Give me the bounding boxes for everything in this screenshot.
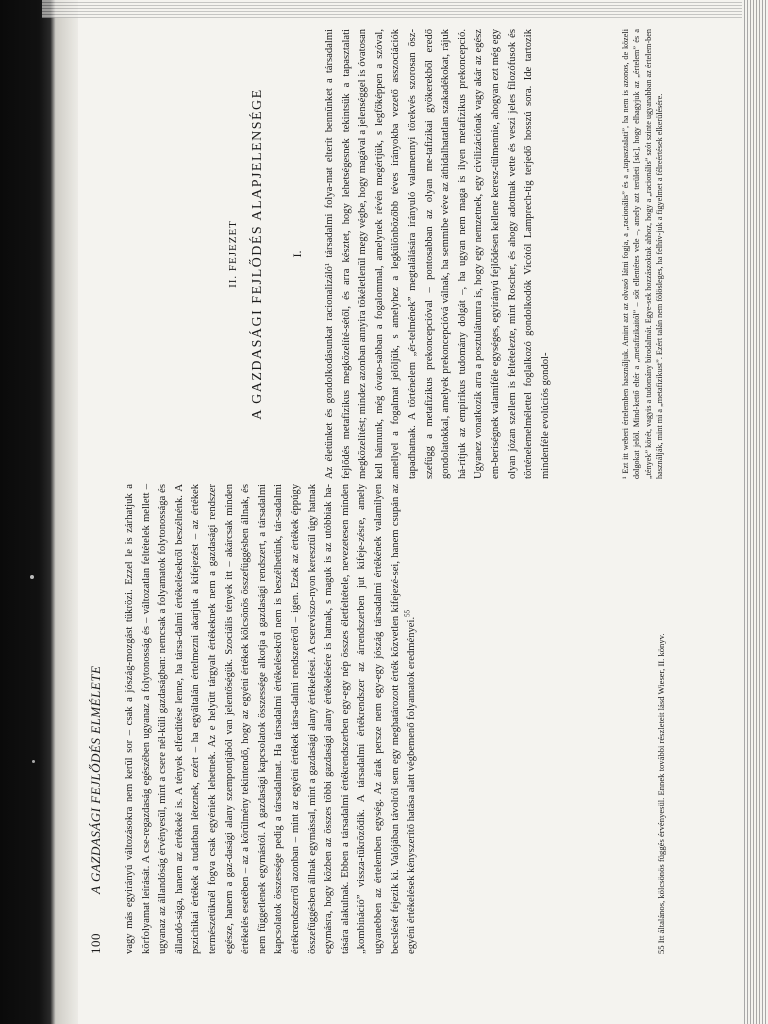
footnote-reference: 55 — [403, 609, 412, 617]
section-numeral: I. — [290, 250, 304, 258]
left-body-text — [122, 484, 421, 954]
right-body-text: Az életünket és gondolkodásunkat racionalizáló¹ társadalmi folya-mat elterít bennünket a társadalmi fejlődés metafizikus megközelíté-sétől, és arra késztet, hogy lehetségesnek tekintsük a tapasztalati megközelítést; mindez azonban annyira tökéletlenül megy végbe, hogy magával a jelenséggel is óvatosan kell bánnunk, még óvato-sabban a fogalommal, amelynek révén megértjük, s legfőképpen a szóval, amellyel a fogalmat jelöljük, s amelyhez a legkülönbözőbb téves irányokba vezető asszociációk tapadhatnak. A történelem „ér-telmének” megtalálására irányuló valamennyi törekvés szorosan ösz-szefügg a metafizikus prekoncepcióval – pontosabban az olyan me-tafizikai gyökerekből eredő gondolatokkal, amelyek prekoncepcióvá válnak, ha semmibe véve az áthidalhatatlan szakadékokat, rájuk há-rítjuk az empirikus tudomány dolgát –, ha ugyan nem maga is ilyen metafizikus prekoncepció. Ugyanez vonatkozik arra a posztulátumra is, hogy egy nemzetnek, egy civilizációnak vagy akár az egész em-beriségnek valamiféle egységes, egyirányú fejlődésen kellene keresz-tülmennie, ahogyan ezt még egy olyan józan szellem is feltételezte, mint Roscher, és ahogy adottnak vette és veszi jeles filozófusok és történelemelmélettel foglalkozó gondolkodók Vicótól Lamprech-tig terjedő hosszú sora. Ide tartozik mindenféle evolúciós gondol- — [324, 29, 551, 479]
right-page — [0, 29, 768, 479]
right-footnote: ¹ Ezt itt weberi értelemben használjuk. Amint azt az olvasó látni fogja, a „racionális” és a „tapasztalati”, ha nem is azonos, de közeli dolgokat jelöl. Mind-kettő eltér a „metafizikaitól” – sőt ellentétes vele –, amely azt területi [sic], hogy elhagyjuk az „értelem” és a „tények” körét, vagyis a tudomány birodalmát. Egye-sek hozzászoktak ahhoz, hogy a „racionális” szót szinte ugyanabban az értelem-ben használják, mint mi a „metafizikust”. Ezért talán nem fölösleges, ha felhív-juk a figyelmet a félreértések elkerülésére. — [621, 29, 665, 479]
page-number: 100 — [88, 933, 103, 954]
left-page — [0, 484, 768, 954]
left-body-paragraph: vagy más egyirányú változásokra nem kerül sor – csak a jószág-mozgást tükrözi. Ezzel le is zárhatjuk a körfolyamat leírását. A cse-regazdaság egészében ugyanaz a folytonosság és – változatlan feltételek mellett – ugyanaz az állandóság érvényesül, mint a csere nél-küli gazdaságban: nemcsak a folyamatok folytonossága és állandó-sága, hanem az értékeké is. A tények elferdítése lenne, ha társa-dalmi értékelésekről beszélnénk. A pszichikai értékek a tudatban léteznek, ezért – ha egyáltalán értelmezni akarjuk a kifejezést – az értékek természetüknél fogva csak egyéniek lehetnek. Az e helyütt tárgyalt értékeknek nem a gazdasági rendszer egésze, hanem a gaz-dasági alany szempontjából van jelentőségük. Szociális tények itt – akárcsak minden értékelés esetében – az a körülmény tekintendő, hogy az egyéni értékek kölcsönös összefüggésben állnak, és nem függetlenek egymástól. A gazdasági kapcsolatok összessége alkotja a gazdasági rendszert, a társadalmi kapcsolatok összessége pedig a társadalmat. Ha társadalmi értékelésekről nem is beszélhetünk, tár-sadalmi értékrendszerről azonban – mint az egyéni értékek társa-dalmi rendszeréről – igen. Ezek az értékek éppúgy összefüggésben állnak egymással, mint a gazdasági alany értékelései. A csereviszo-nyon keresztül úgy hatnak egymásra, hogy közben az összes többi gazdasági alany értékelésére is hatnak, s maguk is az utóbbiak ha-tására alakulnak. Ebben a társadalmi értékrendszerben egy-egy nép összes életfeltétele, nevezetesen minden „kombináció” vissza-tükröződik. A társadalmi értékrendszer az árrendszerben jut kifeje-zésre, amely ugyanebben az értelemben egység. Az árak persze nem egy-egy jószág társadalmi értékének valamilyen becslését fejezik ki. Valójában távolról sem egy meghatározott érték közvetlen kifejezé-sei, hanem csupán az egyéni értékelések kényszerítő hatása alatt végbemenő folyamatok eredményei. — [124, 484, 418, 954]
running-title: A GAZDASÁGI FEJLŐDÉS ELMÉLETE — [88, 665, 103, 894]
chapter-label: II. FEJEZET — [227, 220, 239, 288]
left-footnote: 55 Itt általános, kölcsönös függés érvényesül. Ennek további részleteit lásd Wieser, II. könyv. — [656, 633, 666, 954]
chapter-title: A GAZDASÁGI FEJLŐDÉS ALAPJELENSÉGE — [250, 88, 265, 420]
running-head — [88, 484, 108, 954]
